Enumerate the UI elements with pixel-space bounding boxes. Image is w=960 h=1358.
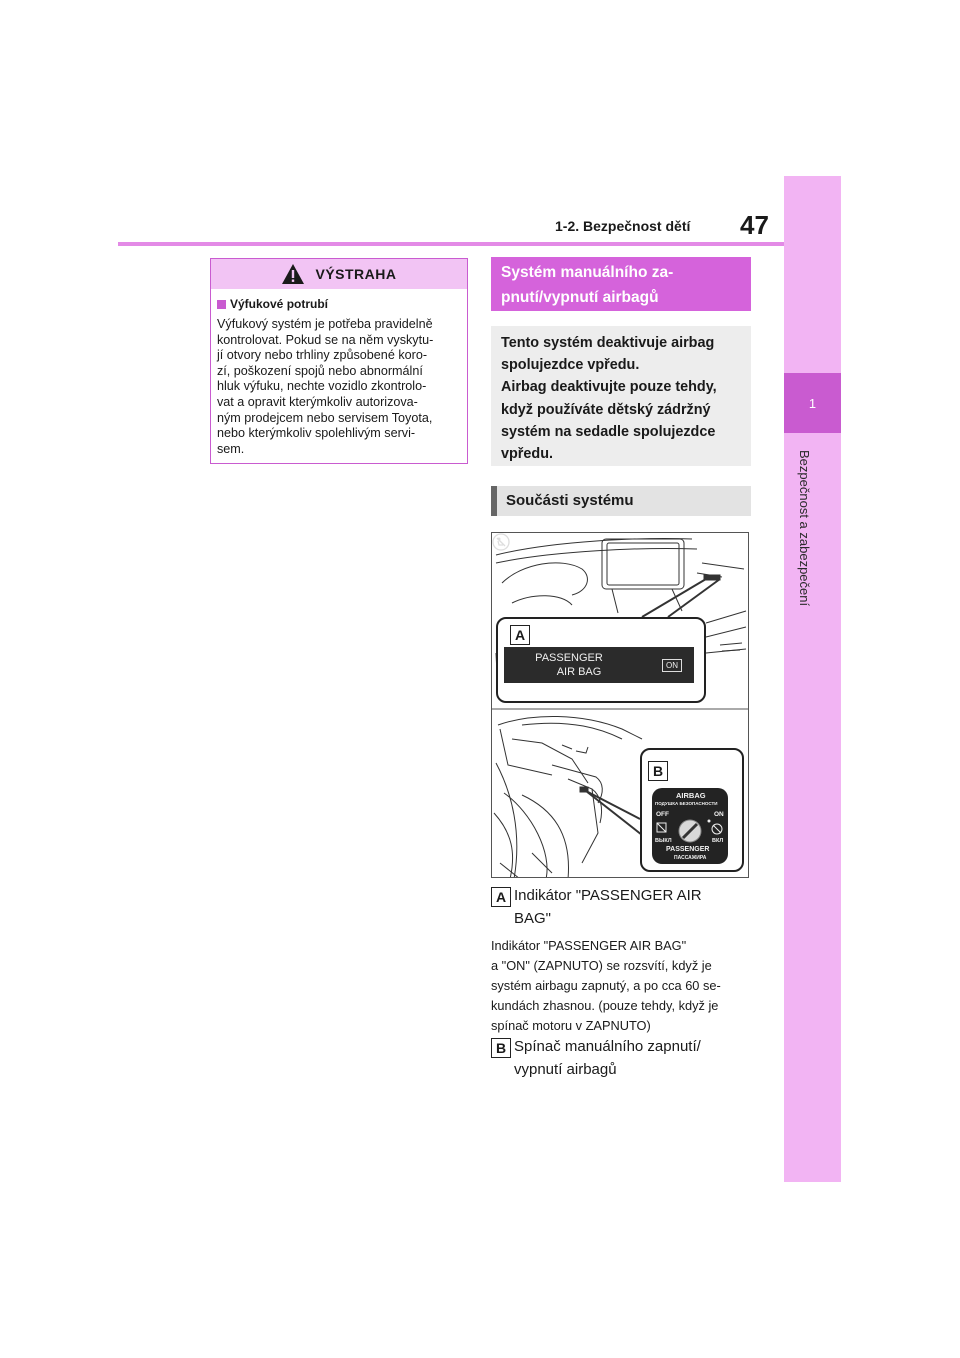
warning-triangle-icon [281,263,305,285]
item-a-desc-line: Indikátor "PASSENGER AIR BAG" [491,938,687,953]
switch-passenger-ru-label: ПАССАЖИРА [674,855,707,861]
switch-on-ru-label: ВКЛ [712,838,724,844]
item-a-description [491,936,753,1036]
chapter-number: 1 [784,373,841,433]
callout-a-label: A [510,625,530,645]
warning-line: sem. [217,441,245,456]
item-a-desc-line: a "ON" (ZAPNUTO) se rozsvítí, když je [491,958,712,973]
summary-line: Airbag deaktivujte pouze tehdy, [501,379,717,396]
indicator-on-badge: ON [662,659,682,672]
warning-line: zí, poškození spojů nebo abnormální [217,363,423,378]
item-a-desc-line: spínač motoru v ZAPNUTO) [491,1018,651,1033]
item-a-desc-line: systém airbagu zapnutý, a po cca 60 se- [491,978,721,993]
summary-line: spolujezdce vpředu. [501,357,640,374]
warning-line: Výfukový systém je potřeba pravidelně [217,317,433,331]
item-a-letter: A [491,887,511,907]
summary-line: vpředu. [501,446,553,463]
section-title [491,257,751,311]
warning-box [210,258,468,464]
chapter-title: Bezpečnost a zabezpečení [797,450,812,607]
warning-header [211,259,467,289]
section-title-line: Systém manuálního za- [501,264,674,281]
dashboard-illustration [491,532,749,878]
subsection-title: Součásti systému [491,486,751,516]
indicator-text [504,647,634,683]
switch-off-ru-label: ВЫКЛ [655,838,672,844]
summary-box [491,326,751,466]
summary-line: Tento systém deaktivuje airbag [501,335,715,351]
item-b-title-line: vypnutí airbagů [514,1061,617,1078]
warning-line: hluk výfuku, nechte vozidlo zkontrolo- [217,379,427,394]
switch-passenger-label: PASSENGER [666,846,710,853]
summary-line: systém na sedadle spolujezdce [501,423,716,440]
chapter-side-tab [784,176,841,1182]
callout-b-label: B [648,761,668,781]
switch-on-label: ON [714,811,724,818]
item-b-title-line: Spínač manuálního zapnutí/ [514,1038,701,1055]
warning-subtitle-row [217,297,467,311]
switch-airbag-label: AIRBAG [676,791,706,800]
item-a-title-line: BAG" [514,910,552,927]
section-title-line: pnutí/vypnutí airbagů [501,289,659,306]
warning-title: VÝSTRAHA [315,266,397,282]
header-rule [118,242,784,246]
warning-line: vat a opravit kterýmkoliv autorizova- [217,394,418,409]
item-b-title [514,1035,701,1081]
switch-airbag-ru-label: ПОДУШКА БЕЗОПАСНОСТИ [655,801,718,806]
warning-line: kontrolovat. Pokud se na něm vyskytu- [217,332,434,347]
switch-off-label: OFF [656,811,669,818]
warning-line: nebo kterýmkoliv spolehlivým servi- [217,426,416,441]
item-a-desc-line: kundách zhasnou. (pouze tehdy, když je [491,998,719,1013]
indicator-line-2: AIR BAG [556,666,602,678]
airbag-seat-icon [492,533,510,551]
running-header: 1-2. Bezpečnost dětí [555,218,691,234]
item-a-title [514,884,702,930]
item-a-title-line: Indikátor "PASSENGER AIR [514,887,702,904]
warning-subtitle: Výfukové potrubí [230,297,329,311]
item-b-letter: B [491,1038,511,1058]
square-bullet-icon [217,300,226,309]
warning-line: ným prodejcem nebo servisem Toyota, [217,410,433,425]
warning-line: jí otvory nebo trhliny způsobené koro- [217,348,428,363]
summary-line: když používáte dětský zádržný [501,401,711,418]
indicator-line-1: PASSENGER [535,652,603,664]
warning-text [217,317,461,457]
page-number: 47 [740,210,769,240]
